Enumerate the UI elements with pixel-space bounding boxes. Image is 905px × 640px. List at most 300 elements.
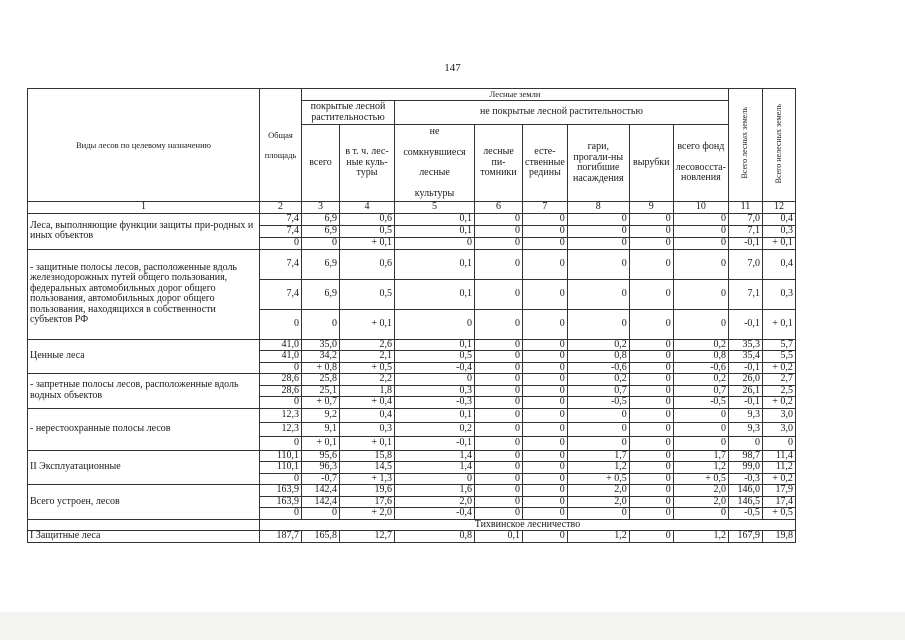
table-cell: 0 xyxy=(260,309,302,339)
column-index: 1 xyxy=(28,202,260,214)
table-cell: + 0,1 xyxy=(340,436,395,450)
table-cell: 12,3 xyxy=(260,422,302,436)
table-cell: 0 xyxy=(523,496,568,508)
table-cell: -0,3 xyxy=(395,397,475,409)
table-cell: 6,9 xyxy=(302,249,340,279)
table-cell: 7,0 xyxy=(728,249,762,279)
table-cell: 1,2 xyxy=(673,462,728,474)
table-cell: 0 xyxy=(523,485,568,497)
table-cell: 6,9 xyxy=(302,225,340,237)
table-cell: 0 xyxy=(260,397,302,409)
table-cell: 7,1 xyxy=(728,225,762,237)
table-row xyxy=(28,339,796,351)
table-cell: 0 xyxy=(523,422,568,436)
table-cell: 0 xyxy=(260,508,302,520)
table-cell: 0 xyxy=(523,473,568,485)
table-cell: 2,0 xyxy=(673,496,728,508)
table-cell: 1,6 xyxy=(395,485,475,497)
header-fund-1: всего фонд xyxy=(677,141,725,153)
table-cell: 0 xyxy=(523,385,568,397)
table-cell: 2,2 xyxy=(340,374,395,386)
header-forest-lands: Лесные земли xyxy=(302,89,729,101)
table-cell: 142,4 xyxy=(302,485,340,497)
table-cell: 0 xyxy=(567,279,629,309)
table-cell: 26,1 xyxy=(728,385,762,397)
table-cell: 110,1 xyxy=(260,450,302,462)
table-cell: 0 xyxy=(629,531,673,543)
column-index: 2 xyxy=(260,202,302,214)
table-cell: 0 xyxy=(523,279,568,309)
table-cell: 0 xyxy=(629,508,673,520)
table-cell: 0,5 xyxy=(395,351,475,363)
column-index: 5 xyxy=(395,202,475,214)
table-cell: 0 xyxy=(475,450,523,462)
table-cell: -0,7 xyxy=(302,473,340,485)
table-cell: 9,3 xyxy=(728,408,762,422)
header-covered: покрытые лесной растительностью xyxy=(302,101,395,125)
table-cell: 1,7 xyxy=(673,450,728,462)
table-cell: + 0,2 xyxy=(762,362,795,374)
table-cell: 0 xyxy=(523,436,568,450)
table-cell: + 0,2 xyxy=(762,397,795,409)
table-cell: 98,7 xyxy=(728,450,762,462)
table-cell: 0 xyxy=(629,473,673,485)
table-cell: 11,4 xyxy=(762,450,795,462)
table-cell: 0 xyxy=(523,351,568,363)
table-cell: 0 xyxy=(567,422,629,436)
row-label: - защитные полосы лесов, расположенные вдоль железнодорожных путей общего пользования, федеральных автомобильных дорог общего пользования, автомобильных дорог общего пользования, находящихся в собственности субъектов РФ xyxy=(28,249,260,339)
table-cell: 0 xyxy=(523,450,568,462)
table-cell: 0 xyxy=(673,249,728,279)
table-cell: 35,0 xyxy=(302,339,340,351)
table-cell: 0 xyxy=(567,309,629,339)
table-cell: 2,0 xyxy=(567,496,629,508)
table-cell: 0,4 xyxy=(762,249,795,279)
page-bottom-band xyxy=(0,612,905,640)
table-cell: 0 xyxy=(728,436,762,450)
table-cell: 0 xyxy=(629,213,673,225)
table-row xyxy=(28,213,796,225)
table-cell: 146,5 xyxy=(728,496,762,508)
table-cell: 0 xyxy=(673,279,728,309)
table-cell: 1,2 xyxy=(567,531,629,543)
table-cell: 0,2 xyxy=(673,374,728,386)
table-cell: 0 xyxy=(673,225,728,237)
table-cell: 0,2 xyxy=(567,339,629,351)
table-cell: 0 xyxy=(523,213,568,225)
table-cell: 0 xyxy=(567,237,629,249)
header-all: всего xyxy=(302,125,340,202)
table-cell: 0,1 xyxy=(395,225,475,237)
header-cuttings: вырубки xyxy=(629,125,673,202)
section-row xyxy=(28,519,796,531)
table-cell: 0,7 xyxy=(567,385,629,397)
table-cell: 11,2 xyxy=(762,462,795,474)
table-cell: 17,6 xyxy=(340,496,395,508)
table-cell: 0 xyxy=(629,339,673,351)
header-burnt: гари, прогали-ны погибшие насаждения xyxy=(567,125,629,202)
table-cell: + 0,2 xyxy=(762,473,795,485)
header-unclosed-2: сомкнувшиеся xyxy=(403,146,466,158)
table-cell: 0,8 xyxy=(567,351,629,363)
table-cell: 5,5 xyxy=(762,351,795,363)
table-cell: 0 xyxy=(475,374,523,386)
table-cell: 34,2 xyxy=(302,351,340,363)
table-cell: -0,1 xyxy=(728,309,762,339)
table-cell: -0,3 xyxy=(728,473,762,485)
table-cell: 146,0 xyxy=(728,485,762,497)
column-index: 8 xyxy=(567,202,629,214)
table-cell: 1,2 xyxy=(673,531,728,543)
header-unclosed-1: не xyxy=(429,126,440,137)
table-cell: 0 xyxy=(629,309,673,339)
table-cell: 163,9 xyxy=(260,485,302,497)
row-label: II Эксплуатационные xyxy=(28,450,260,485)
table-cell: 165,8 xyxy=(302,531,340,543)
table-cell: 0,3 xyxy=(340,422,395,436)
table-cell: 17,9 xyxy=(762,485,795,497)
table-cell: 0,8 xyxy=(673,351,728,363)
table-cell: 0 xyxy=(260,362,302,374)
column-index: 12 xyxy=(762,202,795,214)
table-cell: 7,4 xyxy=(260,279,302,309)
table-cell: 0,8 xyxy=(395,531,475,543)
table-cell: 2,7 xyxy=(762,374,795,386)
table-cell: 0 xyxy=(523,249,568,279)
table-cell: 0,1 xyxy=(395,408,475,422)
table-cell: 0 xyxy=(475,436,523,450)
column-index: 11 xyxy=(728,202,762,214)
table-row xyxy=(28,374,796,386)
table-cell: 0 xyxy=(523,408,568,422)
table-cell: 0 xyxy=(523,374,568,386)
table-cell: 0,6 xyxy=(340,213,395,225)
table-cell: 9,3 xyxy=(728,422,762,436)
table-cell: 0 xyxy=(629,496,673,508)
table-cell: 0 xyxy=(475,508,523,520)
table-cell: 0 xyxy=(475,485,523,497)
table-cell: 12,3 xyxy=(260,408,302,422)
table-cell: 99,0 xyxy=(728,462,762,474)
table-cell: 0 xyxy=(395,237,475,249)
table-cell: 0 xyxy=(395,374,475,386)
table-cell: 0 xyxy=(567,213,629,225)
table-cell: 0 xyxy=(629,385,673,397)
table-cell: 41,0 xyxy=(260,339,302,351)
table-cell: 17,4 xyxy=(762,496,795,508)
table-cell: + 0,5 xyxy=(567,473,629,485)
row-label: I Защитные леса xyxy=(28,531,260,543)
table-cell: 0 xyxy=(629,422,673,436)
table-cell: 0 xyxy=(673,422,728,436)
header-nurseries: лесные пи-томники xyxy=(475,125,523,202)
table-cell: 0 xyxy=(260,436,302,450)
table-cell: 7,4 xyxy=(260,225,302,237)
table-cell: 0,7 xyxy=(673,385,728,397)
table-cell: 35,3 xyxy=(728,339,762,351)
table-cell: 0 xyxy=(475,225,523,237)
table-cell: 0 xyxy=(475,496,523,508)
table-cell: 0 xyxy=(762,436,795,450)
table-cell: -0,6 xyxy=(673,362,728,374)
table-cell: 0,5 xyxy=(340,225,395,237)
table-cell: 7,1 xyxy=(728,279,762,309)
table-cell: + 0,1 xyxy=(340,237,395,249)
table-cell: 19,6 xyxy=(340,485,395,497)
header-kind: Виды лесов по целевому назначению xyxy=(28,89,260,202)
header-unclosed-4: культуры xyxy=(414,187,455,199)
table-cell: -0,1 xyxy=(728,397,762,409)
table-cell: 0 xyxy=(475,385,523,397)
table-cell: -0,6 xyxy=(567,362,629,374)
table-cell: 0 xyxy=(475,279,523,309)
table-cell: 28,6 xyxy=(260,385,302,397)
table-cell: 25,8 xyxy=(302,374,340,386)
table-cell: -0,4 xyxy=(395,362,475,374)
table-cell: + 0,1 xyxy=(340,309,395,339)
row-label: Ценные леса xyxy=(28,339,260,374)
table-cell: 19,8 xyxy=(762,531,795,543)
table-cell: 110,1 xyxy=(260,462,302,474)
table-cell: 0 xyxy=(629,225,673,237)
table-cell: 0 xyxy=(523,531,568,543)
table-cell: 0 xyxy=(475,339,523,351)
table-cell: 163,9 xyxy=(260,496,302,508)
table-cell: -0,1 xyxy=(395,436,475,450)
table-cell: 0,3 xyxy=(762,279,795,309)
table-cell: + 0,5 xyxy=(340,362,395,374)
table-cell: 2,5 xyxy=(762,385,795,397)
forest-area-table xyxy=(27,88,796,543)
table-cell: + 0,1 xyxy=(762,237,795,249)
table-cell: -0,4 xyxy=(395,508,475,520)
table-cell: 0 xyxy=(523,237,568,249)
table-cell: 0 xyxy=(673,309,728,339)
table-cell: 0 xyxy=(475,408,523,422)
table-cell: -0,1 xyxy=(728,237,762,249)
table-cell: -0,5 xyxy=(567,397,629,409)
table-cell: 0 xyxy=(629,237,673,249)
table-cell: 28,6 xyxy=(260,374,302,386)
table-row xyxy=(28,450,796,462)
row-label: Леса, выполняющие функции защиты при-родных и иных объектов xyxy=(28,213,260,249)
table-cell: 0,2 xyxy=(395,422,475,436)
table-cell: 95,6 xyxy=(302,450,340,462)
column-index: 3 xyxy=(302,202,340,214)
header-unclosed xyxy=(395,125,475,202)
table-cell: 0,2 xyxy=(673,339,728,351)
header-total-forest-text: Всего лесных земель xyxy=(740,107,750,180)
column-index: 10 xyxy=(673,202,728,214)
table-cell: 0 xyxy=(629,362,673,374)
table-cell: 3,0 xyxy=(762,408,795,422)
table-cell: + 0,4 xyxy=(340,397,395,409)
table-cell: + 0,1 xyxy=(302,436,340,450)
table-cell: 6,9 xyxy=(302,279,340,309)
header-crops: в т. ч. лес-ные куль-туры xyxy=(340,125,395,202)
column-index: 7 xyxy=(523,202,568,214)
header-total-forest xyxy=(728,89,762,202)
table-cell: 1,8 xyxy=(340,385,395,397)
table-cell: 1,2 xyxy=(567,462,629,474)
table-cell: 0 xyxy=(523,225,568,237)
column-index: 9 xyxy=(629,202,673,214)
table-cell: 7,4 xyxy=(260,213,302,225)
table-cell: 14,5 xyxy=(340,462,395,474)
table-cell: 0,2 xyxy=(567,374,629,386)
table-cell: 0 xyxy=(673,213,728,225)
table-cell: 35,4 xyxy=(728,351,762,363)
table-cell: -0,5 xyxy=(673,397,728,409)
table-cell: 0 xyxy=(567,249,629,279)
table-cell: 1,4 xyxy=(395,462,475,474)
header-total-nonforest-text: Всего нелесных земель xyxy=(773,103,783,183)
table-cell: 1,4 xyxy=(395,450,475,462)
table-cell: 0 xyxy=(673,508,728,520)
table-cell: 0 xyxy=(629,436,673,450)
table-cell: 2,0 xyxy=(567,485,629,497)
table-cell: 0 xyxy=(673,436,728,450)
table-cell: 0,4 xyxy=(762,213,795,225)
table-cell: 0 xyxy=(523,309,568,339)
table-cell: 5,7 xyxy=(762,339,795,351)
table-cell: 0 xyxy=(475,309,523,339)
row-label: - запретные полосы лесов, расположенные вдоль водных объектов xyxy=(28,374,260,409)
table-row xyxy=(28,485,796,497)
header-unclosed-3: лесные xyxy=(419,167,450,178)
table-cell: 0 xyxy=(260,473,302,485)
table-cell: 0 xyxy=(523,508,568,520)
table-cell: 6,9 xyxy=(302,213,340,225)
header-fund-2: лесовосста-новления xyxy=(675,161,726,184)
table-cell: 15,8 xyxy=(340,450,395,462)
table-cell: 0 xyxy=(629,408,673,422)
table-cell: 0 xyxy=(475,422,523,436)
column-index-row xyxy=(28,202,796,214)
table-cell: 0 xyxy=(629,374,673,386)
table-cell: 2,0 xyxy=(673,485,728,497)
header-total-line2: площадь xyxy=(264,150,297,160)
table-cell: 0 xyxy=(629,397,673,409)
table-cell: 7,4 xyxy=(260,249,302,279)
table-cell: 0,1 xyxy=(395,339,475,351)
table-cell: 2,6 xyxy=(340,339,395,351)
table-cell: 0 xyxy=(523,362,568,374)
table-cell: 0 xyxy=(475,351,523,363)
table-cell: 0 xyxy=(475,462,523,474)
table-cell: 0 xyxy=(260,237,302,249)
table-cell: + 0,1 xyxy=(762,309,795,339)
header-total-nonforest xyxy=(762,89,795,202)
table-cell: 25,1 xyxy=(302,385,340,397)
table-cell: -0,5 xyxy=(728,508,762,520)
header-total-line1: Общая xyxy=(268,129,293,140)
table-cell: 0 xyxy=(673,237,728,249)
section-blank xyxy=(28,519,260,531)
table-cell: 0 xyxy=(302,309,340,339)
table-cell: 0 xyxy=(475,473,523,485)
header-not-covered: не покрытые лесной растительностью xyxy=(395,101,729,125)
header-total xyxy=(260,89,302,202)
table-cell: 0 xyxy=(523,397,568,409)
table-cell: 142,4 xyxy=(302,496,340,508)
table-cell: + 1,3 xyxy=(340,473,395,485)
table-cell: 0 xyxy=(629,485,673,497)
table-cell: 0 xyxy=(523,462,568,474)
table-cell: 0 xyxy=(475,237,523,249)
row-label: Всего устроен, лесов xyxy=(28,485,260,520)
table-cell: 0 xyxy=(475,362,523,374)
table-cell: 2,0 xyxy=(395,496,475,508)
table-cell: 0 xyxy=(567,436,629,450)
table-cell: 0 xyxy=(629,279,673,309)
table-cell: 0 xyxy=(567,225,629,237)
table-cell: + 0,5 xyxy=(762,508,795,520)
table-cell: 26,0 xyxy=(728,374,762,386)
header-natural-sparse: есте-ственные редины xyxy=(523,125,568,202)
table-cell: 0,3 xyxy=(395,385,475,397)
table-cell: 0,1 xyxy=(475,531,523,543)
table-cell: 0 xyxy=(629,462,673,474)
table-cell: 0,1 xyxy=(395,213,475,225)
table-cell: + 0,8 xyxy=(302,362,340,374)
table-cell: 0 xyxy=(302,508,340,520)
table-cell: 7,0 xyxy=(728,213,762,225)
table-cell: 0 xyxy=(395,473,475,485)
table-cell: 1,7 xyxy=(567,450,629,462)
header-fund xyxy=(673,125,728,202)
table-cell: 0 xyxy=(475,397,523,409)
table-cell: + 0,5 xyxy=(673,473,728,485)
table-cell: 9,1 xyxy=(302,422,340,436)
table-cell: 2,1 xyxy=(340,351,395,363)
table-cell: 0 xyxy=(475,213,523,225)
page-number: 147 xyxy=(444,62,461,74)
table-cell: 3,0 xyxy=(762,422,795,436)
table-cell: 0 xyxy=(475,249,523,279)
table-cell: 0 xyxy=(302,237,340,249)
table-cell: 0 xyxy=(567,408,629,422)
table-cell: 96,3 xyxy=(302,462,340,474)
table-cell: 0 xyxy=(629,450,673,462)
table-cell: 0 xyxy=(567,508,629,520)
column-index: 6 xyxy=(475,202,523,214)
table-cell: 0 xyxy=(629,249,673,279)
section-title: Тихвинское лесничество xyxy=(260,519,796,531)
table-cell: 167,9 xyxy=(728,531,762,543)
table-row xyxy=(28,408,796,422)
table-cell: 41,0 xyxy=(260,351,302,363)
table-cell: 0,5 xyxy=(340,279,395,309)
table-cell: 0 xyxy=(629,351,673,363)
table-cell: -0,1 xyxy=(728,362,762,374)
table-cell: 12,7 xyxy=(340,531,395,543)
table-cell: 0,3 xyxy=(762,225,795,237)
table-cell: 0,1 xyxy=(395,279,475,309)
table-cell: + 2,0 xyxy=(340,508,395,520)
table-cell: + 0,7 xyxy=(302,397,340,409)
table-cell: 0 xyxy=(523,339,568,351)
table-cell: 0,1 xyxy=(395,249,475,279)
table-cell: 0,6 xyxy=(340,249,395,279)
table-cell: 0,4 xyxy=(340,408,395,422)
column-index: 4 xyxy=(340,202,395,214)
table-cell: 9,2 xyxy=(302,408,340,422)
row-label: - нерестоохранные полосы лесов xyxy=(28,408,260,450)
table-cell: 0 xyxy=(673,408,728,422)
table-row xyxy=(28,249,796,279)
table-row xyxy=(28,531,796,543)
